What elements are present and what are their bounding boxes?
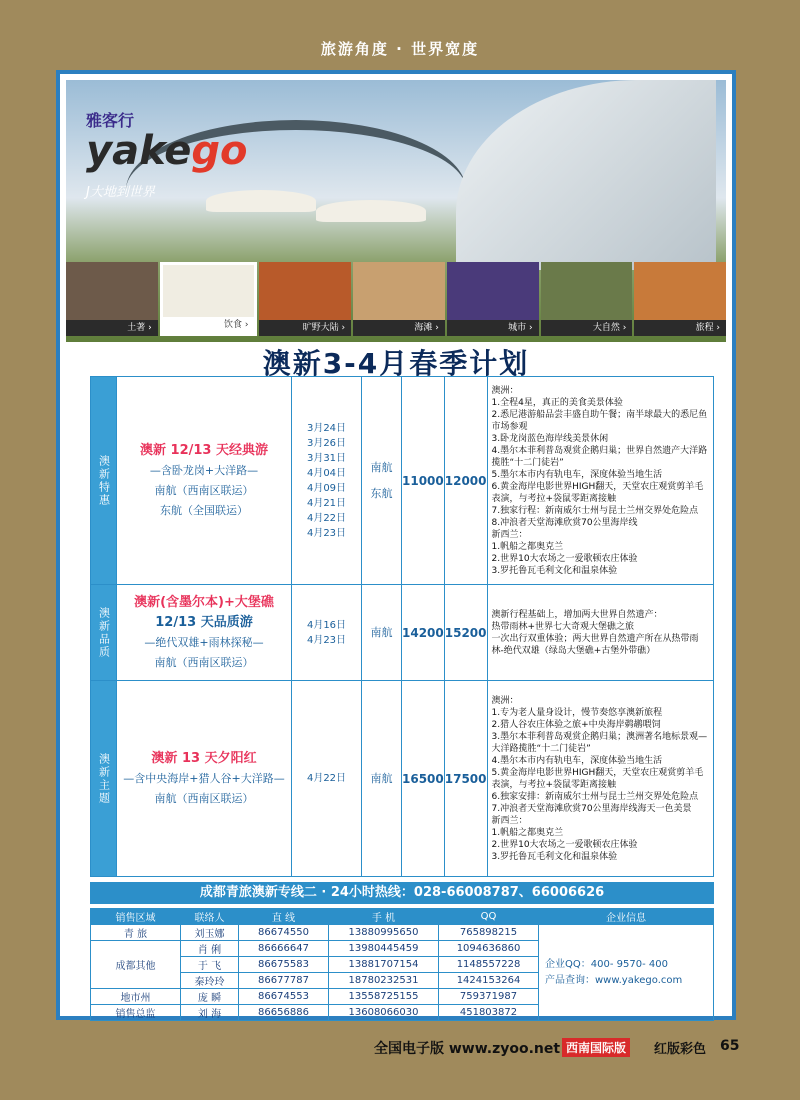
contact-row: 成都其他 肖 俐 86666647 13980445459 1094636860	[91, 941, 714, 957]
contact-row: 青 旅 刘玉娜 86674550 13880995650 765898215 企业QQ：400- 9570- 400 产品查询：www.yakego.com	[91, 925, 714, 941]
plan-name: 澳新 12/13 天经典游 —含卧龙岗+大洋路— 南航（西南区联运） 东航（全国联运）	[117, 377, 292, 585]
thumb-nature[interactable]: 大自然 ›	[541, 262, 633, 336]
plan-airline: 南航	[362, 585, 402, 681]
brand-name-cn: 雅客行	[86, 111, 135, 130]
hotline-bar: 成都青旅澳新专线二 · 24小时热线：028-66008787、66006626	[90, 882, 714, 904]
contacts-header-row	[91, 909, 714, 925]
plan-price-1: 11000	[402, 377, 445, 585]
plan-row	[91, 681, 714, 877]
col-header: 直 线	[239, 909, 329, 925]
brand-logo	[86, 108, 248, 200]
col-header: 销售区域	[91, 909, 181, 925]
plan-features: 澳洲： 1.专为老人量身设计，慢节奏悠享澳新旅程 2.猎人谷农庄体验之旅+中央海岸鹈鹕喂饲 3.墨尔本菲利普岛观赏企鹅归巢；澳洲著名地标景观—大洋路揽胜“十二门徒岩” 4.墨尔本市内有轨电车，深度体验当地生活 5.黄金海岸电影世界HIGH翻天，天堂农庄观赏剪羊毛表演，与考拉+袋鼠零距离接触 6.独家安排：新南威尔士州与昆士兰州交界处危险点 7.冲浪者天堂海滩欣赏70公里海岸线海天一色美景 新西兰： 1.帆船之都奥克兰 2.世界10大农场之一爱歌顿农庄体验 3.罗托鲁瓦毛利文化和温泉体验	[487, 681, 714, 877]
brand-slogan: J大地到世界	[86, 185, 155, 200]
col-header: QQ	[439, 909, 539, 925]
thumb-outback[interactable]: 旷野大陆 ›	[259, 262, 351, 336]
plan-category: 澳新品质	[91, 585, 117, 681]
thumb-aboriginal[interactable]: 土著 ›	[66, 262, 158, 336]
plan-price-2: 15200	[444, 585, 487, 681]
plan-category: 澳新主题	[91, 681, 117, 877]
plan-name: 澳新 13 天夕阳红 —含中央海岸+猎人谷+大洋路— 南航（西南区联运）	[117, 681, 292, 877]
contact-row: 秦玲玲 86677787 18780232531 1424153264	[91, 973, 714, 989]
plan-category: 澳新特惠	[91, 377, 117, 585]
col-header: 企业信息	[539, 909, 714, 925]
plan-dates: 4月16日 4月23日	[292, 585, 362, 681]
thumb-beach[interactable]: 海滩 ›	[353, 262, 445, 336]
page-number: 65	[720, 1038, 740, 1054]
plan-row	[91, 585, 714, 681]
plan-airline: 南航	[362, 681, 402, 877]
plan-dates: 3月24日 3月26日 3月31日 4月04日 4月09日 4月21日 4月22日 4月23日	[292, 377, 362, 585]
contacts-table	[90, 908, 714, 1021]
opera-house	[456, 80, 716, 270]
col-header: 手 机	[329, 909, 439, 925]
plan-dates: 4月22日	[292, 681, 362, 877]
plan-airline: 南航 东航	[362, 377, 402, 585]
plan-price-2: 17500	[444, 681, 487, 877]
plan-name: 澳新(含墨尔本)+大堡礁 12/13 天品质游 —绝代双雄+雨林探秘— 南航（西南区联运）	[117, 585, 292, 681]
brand-logo-text: yakego	[86, 128, 248, 174]
thumb-city[interactable]: 城市 ›	[447, 262, 539, 336]
contact-row: 于 飞 86675583 13881707154 1148557228	[91, 957, 714, 973]
plan-features: 澳新行程基础上，增加两大世界自然遗产： 热带雨林+世界七大奇观大堡礁之旅 一次出行双重体验；两大世界自然遗产所在从热带雨林-绝代双雄（绿岛大堡礁+古堡外带礁）	[487, 585, 714, 681]
plan-price-1: 16500	[402, 681, 445, 877]
contact-row: 销售总监 刘 海 86656886 13608066030 451803872	[91, 1005, 714, 1021]
col-header: 联络人	[181, 909, 239, 925]
company-info: 企业QQ：400- 9570- 400 产品查询：www.yakego.com	[539, 925, 714, 1021]
main-title: 澳新3-4月春季计划	[262, 347, 530, 380]
plans-table	[90, 376, 714, 877]
thumbnail-strip	[66, 262, 726, 336]
page-footer	[0, 1036, 800, 1058]
contact-row: 地市州 庞 瞬 86674553 13558725155 759371987	[91, 989, 714, 1005]
thumb-food[interactable]: 饮食 ›	[160, 262, 258, 336]
thumb-journey[interactable]: 旅程 ›	[634, 262, 726, 336]
footer-column: 红版彩色	[654, 1042, 707, 1057]
plan-features: 澳洲： 1.全程4星，真正的美食美景体验 2.悉尼港游船品尝丰盛自助午餐；南半球最大的悉尼鱼市场参观 3.卧龙岗蓝色海岸线美景休闲 4.墨尔本菲利普岛观赏企鹅归巢；世界自然遗产大洋路揽胜“十二门徒岩” 5.墨尔本市内有轨电车，深度体验当地生活 6.黄金海岸电影世界HIGH翻天，天堂农庄观赏剪羊毛表演，与考拉+袋鼠零距离接触 7.独家行程：新南威尔士州与昆士兰州交界处危险点 8.冲浪者天堂海滩欣赏70公里海岸线 新西兰： 1.帆船之都奥克兰 2.世界10大农场之一爱歌顿农庄体验 3.罗托鲁瓦毛利文化和温泉体验	[487, 377, 714, 585]
plan-price-2: 12000	[444, 377, 487, 585]
magazine-page	[56, 70, 736, 1020]
footer-tag: 西南国际版	[562, 1038, 630, 1057]
plan-row	[91, 377, 714, 585]
umbrella	[316, 200, 426, 222]
footer-site: 全国电子版 www.zyoo.net	[374, 1041, 561, 1057]
top-banner: 旅游角度 · 世界宽度	[320, 40, 480, 58]
plan-price-1: 14200	[402, 585, 445, 681]
